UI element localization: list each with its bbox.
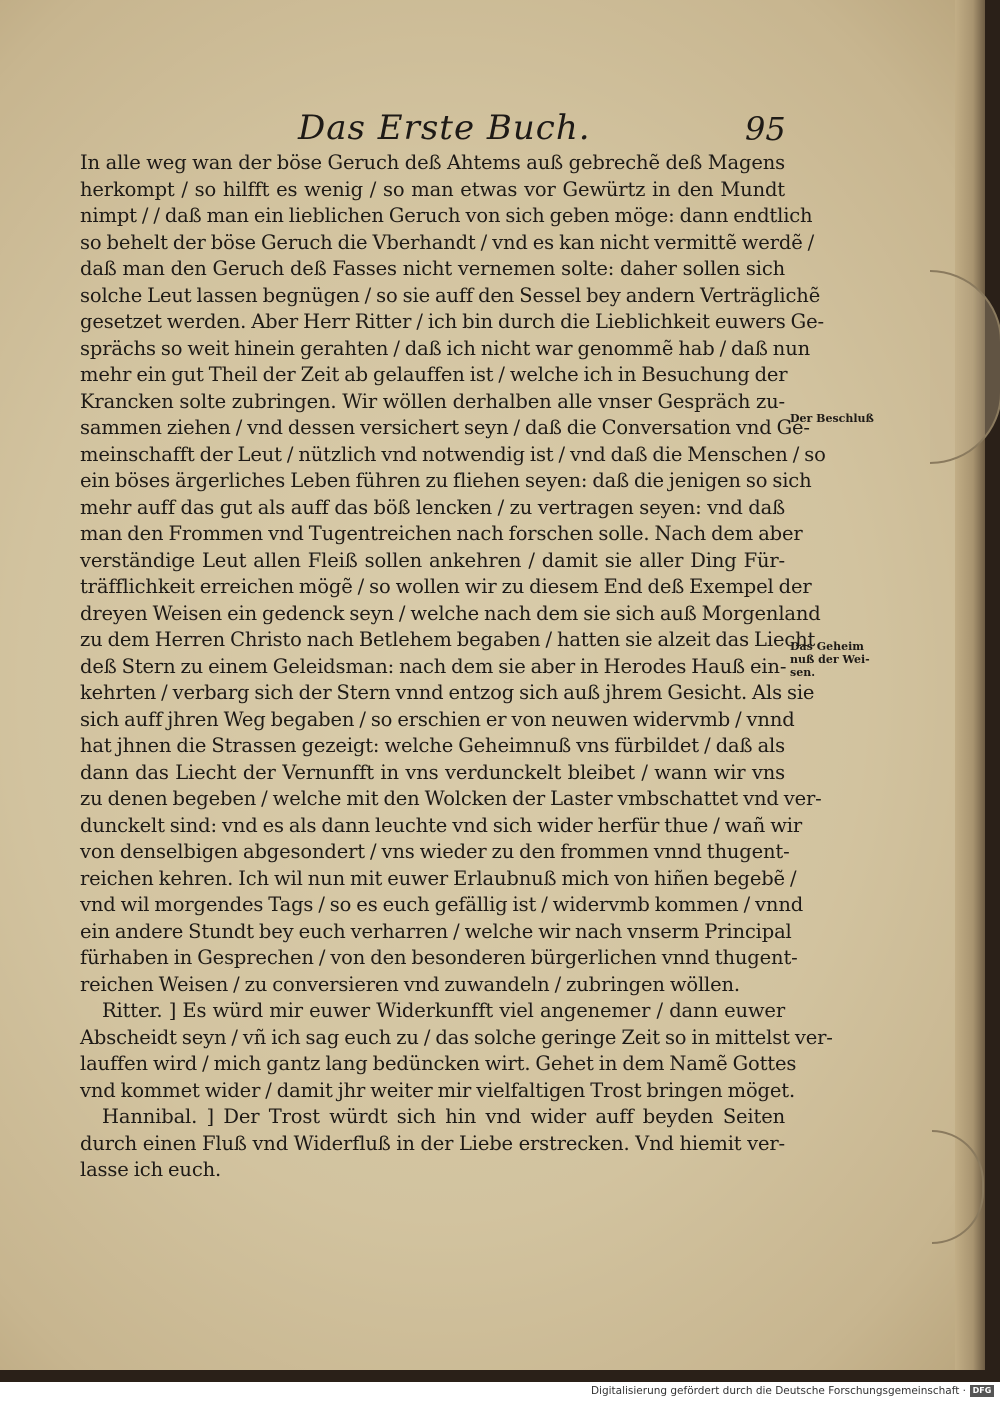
text-line: nimpt / / daß man ein lieblichen Geruch von sich geben möge: dann endtlich	[80, 204, 813, 227]
text-line: hat jhnen die Strassen gezeigt: welche Geheimnuß vns fürbildet / daß als	[80, 734, 785, 757]
marginal-note-line: sen.	[790, 666, 816, 679]
text-line: meinschafft der Leut / nützlich vnd notwendig ist / vnd daß die Menschen / so	[80, 442, 826, 466]
text-line: zu dem Herren Christo nach Betlehem begaben / hatten sie alzeit das Liecht	[80, 628, 816, 651]
text-line: lauffen wird / mich gantz lang bedüncken wirt. Gehet in dem Namẽ Gottes	[80, 1052, 797, 1075]
text-line: solche Leut lassen begnügen / so sie auff den Sessel bey andern Verträglichẽ	[80, 283, 821, 307]
text-line: vnd wil morgendes Tags / so es euch gefällig ist / widervmb kommen / vnnd	[80, 893, 804, 916]
text-line: von denselbigen abgesondert / vns wieder zu den frommen vnnd thugent-	[80, 840, 790, 863]
page-header	[0, 108, 985, 156]
page-curl	[930, 270, 1000, 464]
text-line: reichen kehren. Ich wil nun mit euwer Erlaubnuß mich von hiñen begebẽ /	[80, 866, 797, 890]
text-line: Hannibal. ] Der Trost würdt sich hin vnd wider auff beyden Seiten	[102, 1105, 785, 1128]
marginal-note-line: Das Geheim	[790, 640, 864, 653]
text-line: dunckelt sind: vnd es als dann leuchte vnd sich wider herfür thue / wañ wir	[80, 813, 802, 837]
marginal-note-wise-men	[790, 640, 890, 679]
text-line: dreyen Weisen ein gedenck seyn / welche nach dem sie sich auß Morgenland	[80, 601, 821, 625]
text-line: sammen ziehen / vnd dessen versichert seyn / daß die Conversation vnd Ge-	[80, 416, 810, 439]
text-line: verständige Leut allen Fleiß sollen ankehren / damit sie aller Ding Für-	[80, 548, 785, 572]
text-line: fürhaben in Gesprechen / von den besonderen bürgerlichen vnnd thugent-	[80, 946, 798, 969]
marginal-note-text: Der Beschluß	[790, 412, 874, 425]
text-line: so behelt der böse Geruch die Vberhandt / vnd es kan nicht vermittẽ werdẽ /	[80, 230, 815, 254]
text-line: Abscheidt seyn / vñ ich sag euch zu / das solche geringe Zeit so in mittelst ver-	[80, 1025, 833, 1049]
funding-credit: Digitalisierung gefördert durch die Deutsche Forschungsgemeinschaft ·	[590, 1385, 966, 1397]
text-line: reichen Weisen / zu conversieren vnd zuwandeln / zubringen wöllen.	[80, 972, 740, 996]
text-line: ein böses ärgerliches Leben führen zu fliehen seyen: daß die jenigen so sich	[80, 469, 812, 492]
text-line: lasse ich euch.	[80, 1158, 222, 1181]
text-line: kehrten / verbarg sich der Stern vnnd entzog sich auß jhrem Gesicht. Als sie	[80, 681, 815, 704]
text-line: zu denen begeben / welche mit den Wolcken der Laster vmbschattet vnd ver-	[80, 787, 822, 810]
text-line: herkompt / so hilfft es wenig / so man etwas vor Gewürtz in den Mundt	[80, 177, 785, 201]
text-line: sprächs so weit hinein gerahten / daß ich nicht war genommẽ hab / daß nun	[80, 336, 811, 360]
text-line: träfflichkeit erreichen mögẽ / so wollen wir zu diesem End deß Exempel der	[80, 575, 812, 598]
text-line: deß Stern zu einem Geleidsman: nach dem sie aber in Herodes Hauß ein-	[80, 654, 787, 678]
text-line: In alle weg wan der böse Geruch deß Ahtems auß gebrechẽ deß Magens	[80, 151, 785, 174]
text-line: durch einen Fluß vnd Widerfluß in der Liebe erstrecken. Vnd hiemit ver-	[80, 1131, 785, 1155]
marginal-note-line: nuß der Wei-	[790, 653, 870, 666]
running-head: Das Erste Buch.	[298, 108, 591, 148]
text-line: Ritter. ] Es würd mir euwer Widerkunfft viel angenemer / dann euwer	[102, 999, 785, 1022]
text-line: gesetzet werden. Aber Herr Ritter / ich bin durch die Lieblichkeit euwers Ge-	[80, 310, 824, 333]
text-line: mehr ein gut Theil der Zeit ab gelauffen ist / welche ich in Besuchung der	[80, 363, 788, 386]
text-line: mehr auff das gut als auff das böß lencken / zu vertragen seyen: vnd daß	[80, 495, 785, 519]
text-line: vnd kommet wider / damit jhr weiter mir vielfaltigen Trost bringen möget.	[80, 1078, 796, 1102]
text-line: Krancken solte zubringen. Wir wöllen derhalben alle vnser Gespräch zu-	[80, 389, 785, 413]
footer-bar	[0, 1382, 1000, 1401]
text-line: ein andere Stundt bey euch verharren / welche wir nach vnserm Principal	[80, 919, 792, 943]
text-line: man den Frommen vnd Tugentreichen nach forschen solle. Nach dem aber	[80, 522, 803, 545]
dfg-logo: DFG	[970, 1385, 994, 1397]
marginal-note-conclusion	[790, 412, 890, 425]
page-number: 95	[745, 110, 786, 148]
text-line: daß man den Geruch deß Fasses nicht vernemen solte: daher sollen sich	[80, 257, 785, 280]
text-line: dann das Liecht der Vernunfft in vns verdunckelt bleibet / wann wir vns	[80, 760, 785, 784]
text-line: sich auff jhren Weg begaben / so erschien er von neuwen widervmb / vnnd	[80, 707, 795, 731]
